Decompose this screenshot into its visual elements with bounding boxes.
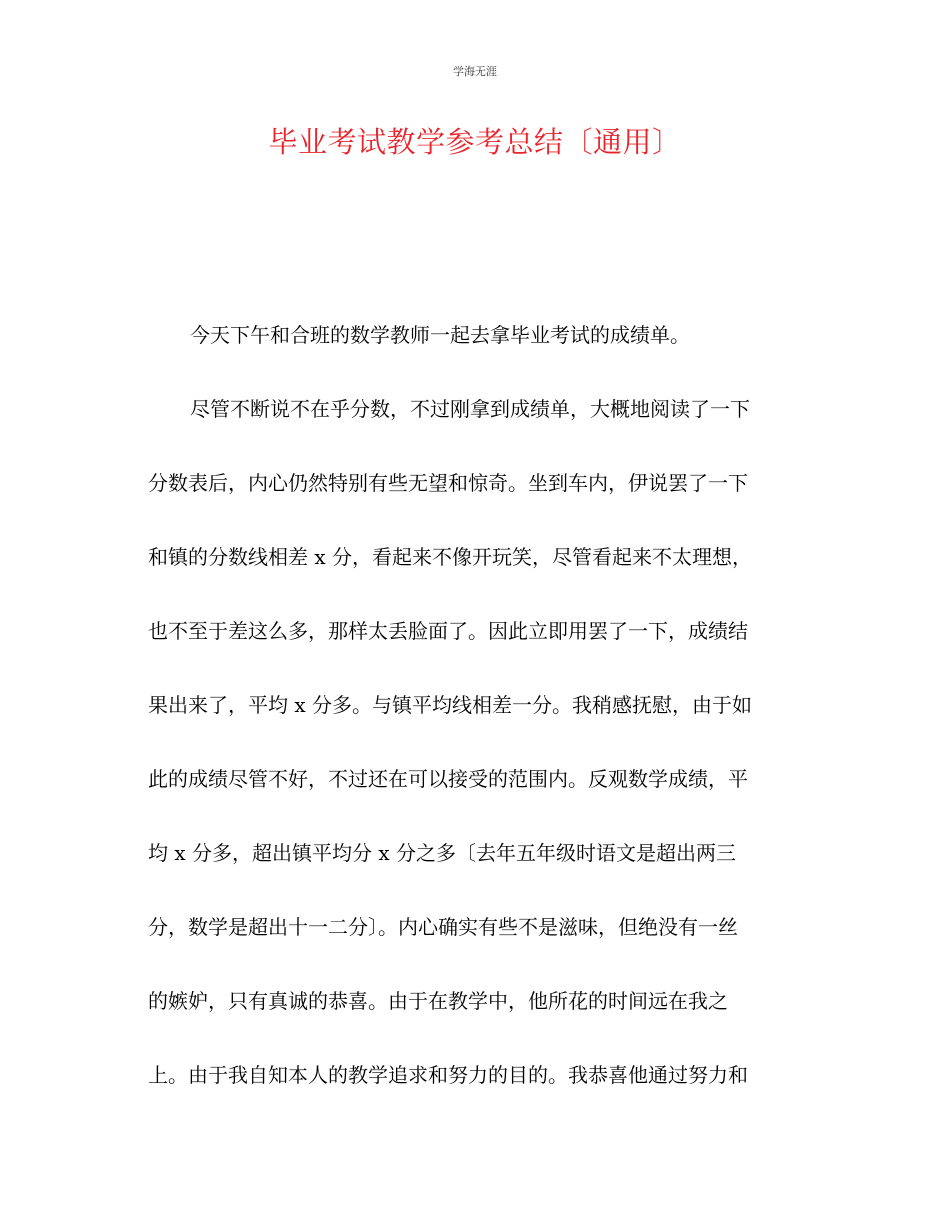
body-line: 尽管不断说不在乎分数，不过刚拿到成绩单，大概地阅读了一下: [190, 397, 750, 421]
body-line: 果出来了，平均 x 分多。与镇平均线相差一分。我稍感抚慰，由于如: [148, 693, 752, 717]
body-line: 分数表后，内心仍然特别有些无望和惊奇。坐到车内，伊说罢了一下: [148, 471, 748, 495]
document-title: 毕业考试教学参考总结〔通用〕: [268, 125, 682, 159]
body-line: 此的成绩尽管不好，不过还在可以接受的范围内。反观数学成绩，平: [148, 767, 748, 791]
body-line: 均 x 分多，超出镇平均分 x 分之多〔去年五年级时语文是超出两三: [148, 841, 736, 865]
body-line: 分，数学是超出十一二分〕。内心确实有些不是滋味，但绝没有一丝: [148, 915, 738, 939]
body-line: 也不至于差这么多，那样太丢脸面了。因此立即用罢了一下，成绩结: [148, 619, 748, 643]
page-header: 学海无涯: [453, 65, 497, 78]
body-line: 和镇的分数线相差 x 分，看起来不像开玩笑，尽管看起来不太理想，: [148, 545, 752, 569]
body-line: 上。由于我自知本人的教学追求和努力的目的。我恭喜他通过努力和: [148, 1063, 748, 1087]
body-line: 今天下午和合班的数学教师一起去拿毕业考试的成绩单。: [190, 323, 690, 347]
body-line: 的嫉妒，只有真诚的恭喜。由于在教学中，他所花的时间远在我之: [148, 989, 728, 1013]
document-body: [148, 315, 800, 1129]
